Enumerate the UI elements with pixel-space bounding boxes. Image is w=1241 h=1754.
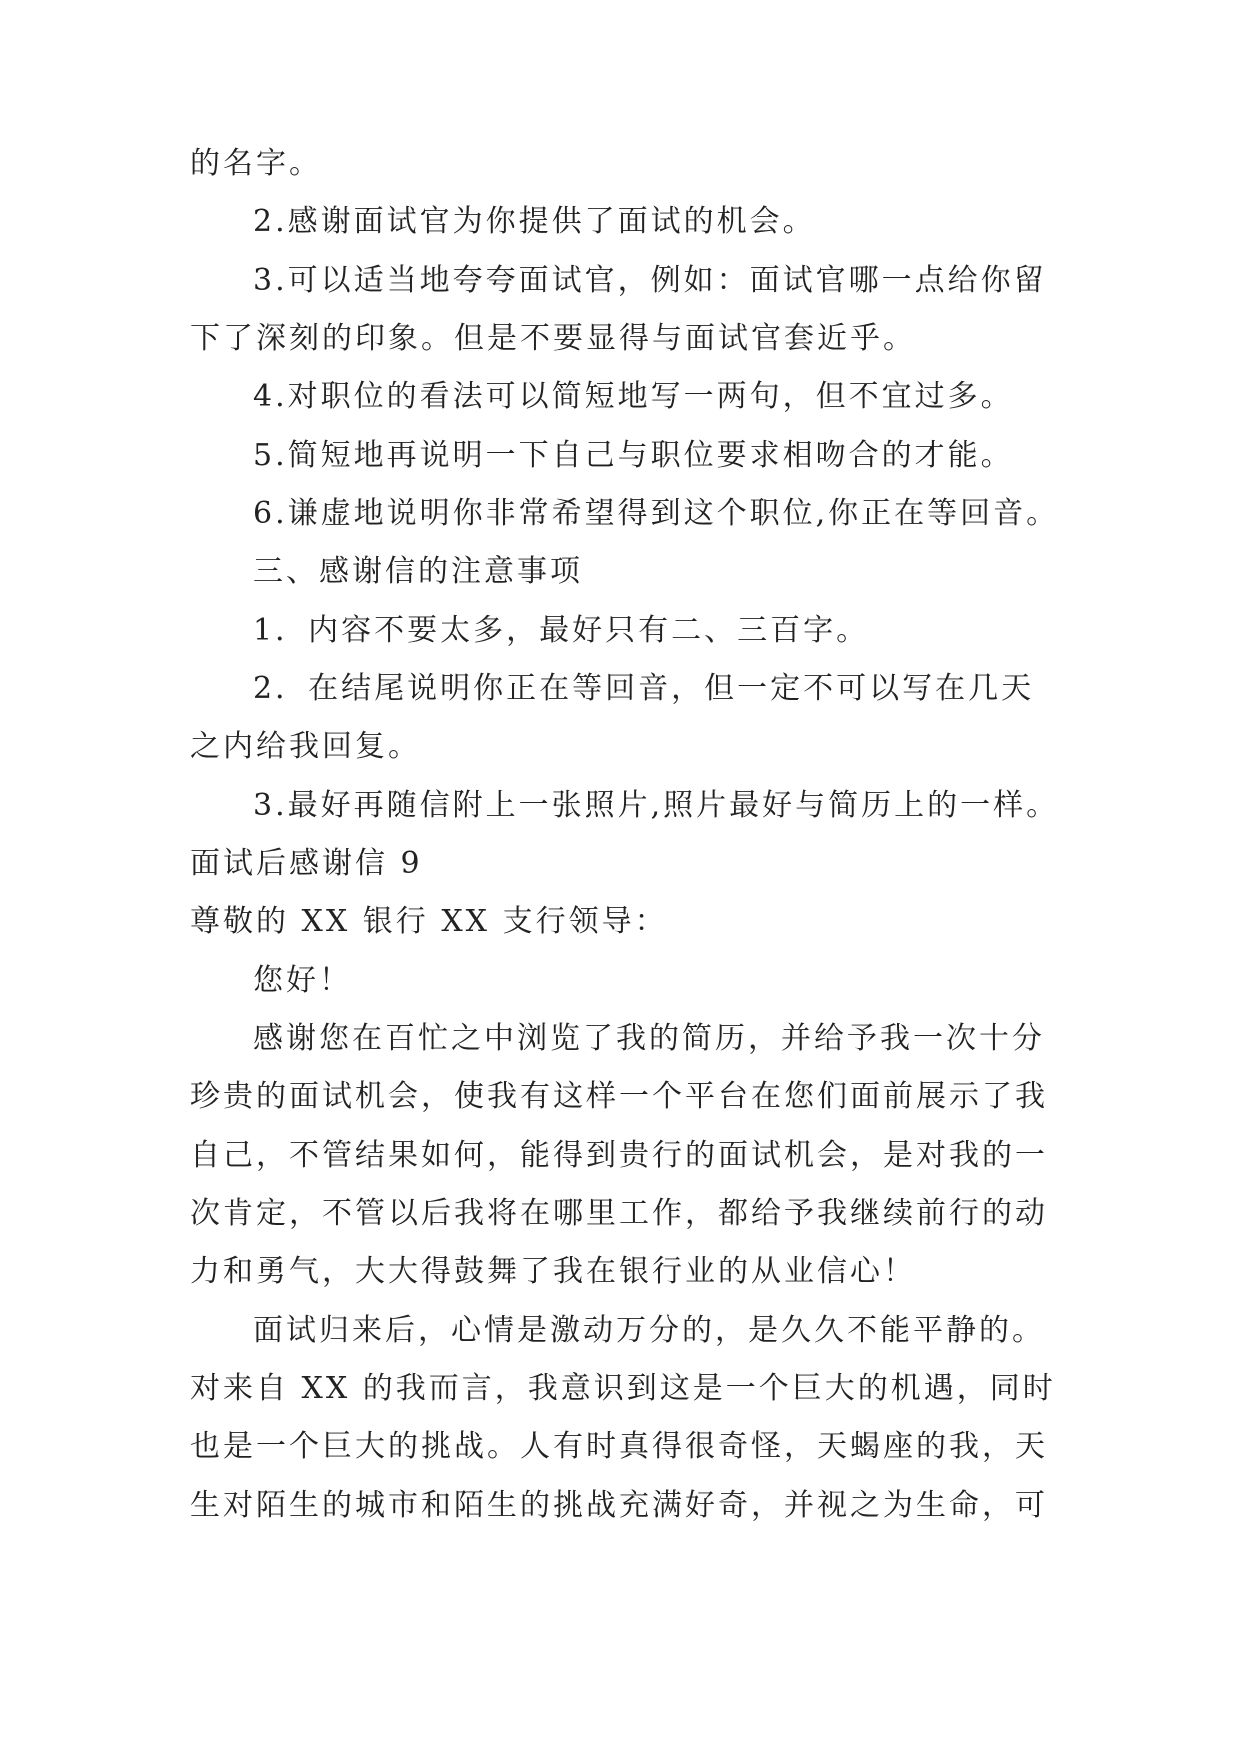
paragraph-line: 感谢您在百忙之中浏览了我的简历，并给予我一次十分 [253,1021,1045,1056]
text-line: 之内给我回复。 [190,729,421,764]
list-item: 6.谦虚地说明你非常希望得到这个职位,你正在等回音。 [253,496,1060,531]
salutation: 尊敬的 XX 银行 XX 支行领导： [190,904,668,939]
list-item: 1．内容不要太多，最好只有二、三百字。 [253,613,870,648]
letter-title: 面试后感谢信 9 [190,846,423,881]
list-item: 3.最好再随信附上一张照片,照片最好与简历上的一样。 [253,788,1060,823]
list-item: 3.可以适当地夸夸面试官，例如：面试官哪一点给你留 [253,263,1047,298]
paragraph-line: 面试归来后，心情是激动万分的，是久久不能平静的。 [253,1313,1045,1348]
section-heading: 三、感谢信的注意事项 [253,554,583,589]
text-line: 下了深刻的印象。但是不要显得与面试官套近乎。 [190,321,916,356]
list-item: 2.感谢面试官为你提供了面试的机会。 [253,204,816,239]
paragraph-line: 力和勇气，大大得鼓舞了我在银行业的从业信心！ [190,1254,916,1289]
paragraph-line: 生对陌生的城市和陌生的挑战充满好奇，并视之为生命，可 [190,1488,1048,1523]
text-line: 的名字。 [190,146,322,181]
paragraph-line: 珍贵的面试机会，使我有这样一个平台在您们面前展示了我 [190,1079,1048,1114]
paragraph-line: 次肯定，不管以后我将在哪里工作，都给予我继续前行的动 [190,1196,1048,1231]
paragraph-line: 也是一个巨大的挑战。人有时真得很奇怪，天蝎座的我，天 [190,1429,1048,1464]
list-item: 5.简短地再说明一下自己与职位要求相吻合的才能。 [253,438,1014,473]
greeting: 您好！ [253,963,352,998]
paragraph-line: 自己，不管结果如何，能得到贵行的面试机会，是对我的一 [190,1138,1048,1173]
list-item: 2．在结尾说明你正在等回音，但一定不可以写在几天 [253,671,1035,706]
paragraph-line: 对来自 XX 的我而言，我意识到这是一个巨大的机遇，同时 [190,1371,1056,1406]
list-item: 4.对职位的看法可以简短地写一两句，但不宜过多。 [253,379,1014,414]
